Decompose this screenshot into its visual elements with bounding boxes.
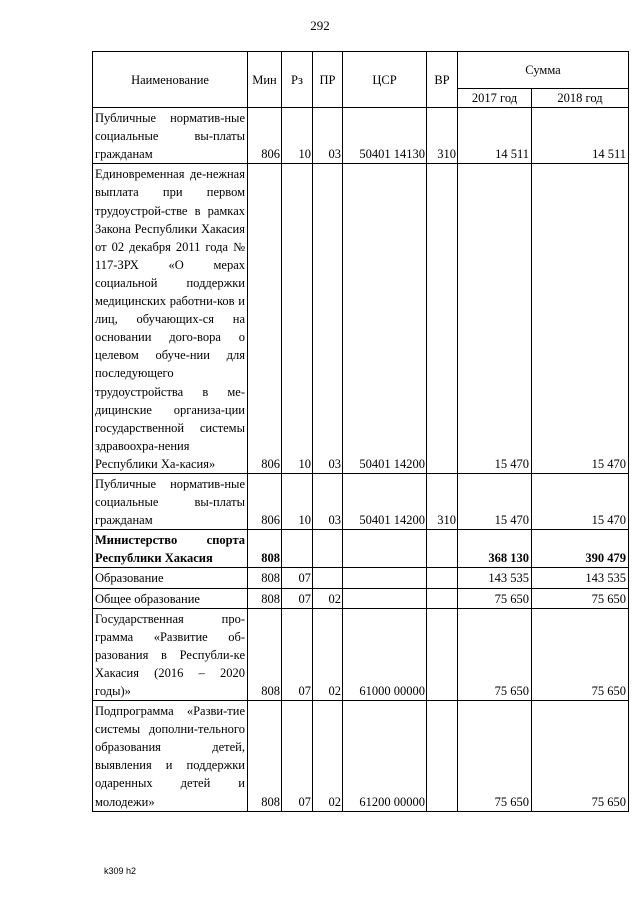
cell-pr: 02 [313, 608, 343, 700]
cell-rz: 10 [282, 108, 313, 164]
cell-rz: 07 [282, 608, 313, 700]
cell-min: 808 [248, 530, 282, 568]
cell-rz: 07 [282, 701, 313, 812]
footer-code: k309 h2 [104, 866, 137, 876]
table-body [93, 108, 629, 812]
cell-vr [427, 701, 458, 812]
cell-vr [427, 530, 458, 568]
cell-csr: 50401 14200 [343, 473, 427, 529]
cell-2017: 15 470 [458, 164, 532, 474]
cell-name: Единовременная де-нежная выплата при первом трудоустрой-стве в рамках Закона Республики Хакасия от 02 декабря 2011 года № 117-ЗРХ «О мерах социальной поддержки медицинских работни-ков и лиц, обучающих-ся на основании дого-вора о целевом обуче-нии для последующего трудоустройства в ме-дицинские организа-ции государственной системы здравоохра-нения Республики Ха-касия» [93, 164, 248, 474]
header-name: Наименование [93, 52, 248, 108]
header-year-2017: 2017 год [458, 89, 532, 108]
cell-name: Общее образование [93, 588, 248, 608]
cell-2018: 75 650 [532, 588, 629, 608]
cell-vr: 310 [427, 473, 458, 529]
cell-name: Образование [93, 568, 248, 588]
cell-name: Публичные норматив-ные социальные вы-платы гражданам [93, 473, 248, 529]
cell-pr [313, 568, 343, 588]
cell-2018: 15 470 [532, 164, 629, 474]
cell-csr [343, 530, 427, 568]
cell-pr: 03 [313, 164, 343, 474]
cell-name: Подпрограмма «Разви-тие системы дополни-тельного образования детей, выявления и поддержки одаренных детей и молодежи» [93, 701, 248, 812]
header-year-2018: 2018 год [532, 89, 629, 108]
table-row [93, 568, 629, 588]
cell-min: 808 [248, 568, 282, 588]
cell-vr: 310 [427, 108, 458, 164]
table-row [93, 530, 629, 568]
table-row [93, 588, 629, 608]
cell-2018: 75 650 [532, 701, 629, 812]
cell-min: 806 [248, 108, 282, 164]
cell-rz: 10 [282, 164, 313, 474]
cell-2017: 75 650 [458, 608, 532, 700]
header-pr: ПР [313, 52, 343, 108]
cell-2018: 15 470 [532, 473, 629, 529]
cell-csr [343, 588, 427, 608]
cell-rz: 10 [282, 473, 313, 529]
cell-rz [282, 530, 313, 568]
cell-min: 806 [248, 164, 282, 474]
header-vr: ВР [427, 52, 458, 108]
cell-pr: 03 [313, 108, 343, 164]
cell-pr: 02 [313, 701, 343, 812]
cell-pr: 02 [313, 588, 343, 608]
cell-2017: 368 130 [458, 530, 532, 568]
cell-min: 808 [248, 588, 282, 608]
header-sum: Сумма [458, 52, 629, 89]
cell-2017: 143 535 [458, 568, 532, 588]
cell-csr: 50401 14200 [343, 164, 427, 474]
cell-name: Министерство спорта Республики Хакасия [93, 530, 248, 568]
cell-rz: 07 [282, 568, 313, 588]
cell-vr [427, 608, 458, 700]
cell-rz: 07 [282, 588, 313, 608]
cell-pr [313, 530, 343, 568]
cell-2018: 143 535 [532, 568, 629, 588]
table-row [93, 701, 629, 812]
header-csr: ЦСР [343, 52, 427, 108]
cell-2017: 15 470 [458, 473, 532, 529]
cell-vr [427, 568, 458, 588]
cell-min: 808 [248, 608, 282, 700]
cell-2017: 14 511 [458, 108, 532, 164]
cell-2018: 14 511 [532, 108, 629, 164]
cell-csr [343, 568, 427, 588]
cell-csr: 61000 00000 [343, 608, 427, 700]
header-rz: Рз [282, 52, 313, 108]
cell-csr: 61200 00000 [343, 701, 427, 812]
header-min: Мин [248, 52, 282, 108]
table-row [93, 164, 629, 474]
cell-name: Государственная про-грамма «Развитие об-разования в Республи-ке Хакасия (2016 – 2020 годы)» [93, 608, 248, 700]
table-row [93, 473, 629, 529]
cell-vr [427, 164, 458, 474]
table-row [93, 608, 629, 700]
cell-min: 806 [248, 473, 282, 529]
cell-2018: 390 479 [532, 530, 629, 568]
cell-2018: 75 650 [532, 608, 629, 700]
cell-pr: 03 [313, 473, 343, 529]
table-row [93, 108, 629, 164]
cell-2017: 75 650 [458, 701, 532, 812]
page-number: 292 [310, 18, 330, 33]
budget-table [92, 51, 629, 812]
cell-vr [427, 588, 458, 608]
cell-name: Публичные норматив-ные социальные вы-платы гражданам [93, 108, 248, 164]
cell-csr: 50401 14130 [343, 108, 427, 164]
cell-2017: 75 650 [458, 588, 532, 608]
cell-min: 808 [248, 701, 282, 812]
